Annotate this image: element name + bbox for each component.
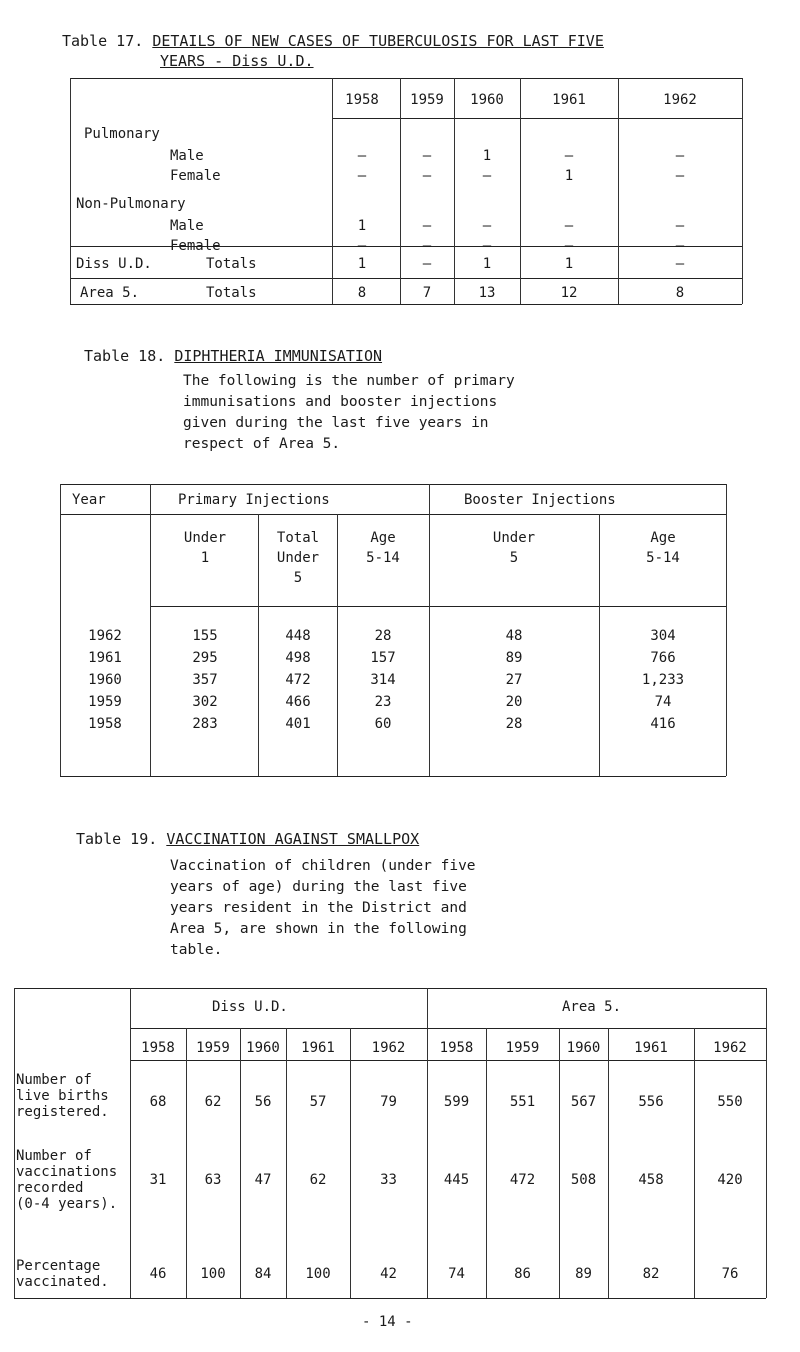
table18-cell: 1,233 (641, 672, 685, 688)
table18-cell: 48 (505, 628, 523, 644)
table19-percentage-cell: 89 (575, 1266, 592, 1282)
table19-births-cell: 68 (149, 1094, 167, 1110)
table19-year-cell: 1962 (371, 1040, 406, 1056)
table19-percentage-cell: 82 (642, 1266, 660, 1282)
table17-title (62, 32, 604, 50)
table17-cell: — (564, 218, 574, 234)
pulmonary-male-label: Male (170, 148, 204, 164)
table18-cell: 304 (650, 628, 676, 644)
table19-year-cell: 1959 (505, 1040, 540, 1056)
table18-paragraph-line: respect of Area 5. (183, 436, 341, 452)
table17-cell: 1 (482, 256, 492, 272)
table17-title-line2: YEARS - Diss U.D. (160, 52, 314, 70)
table17-cell: — (482, 168, 492, 184)
table19-births-cell: 56 (254, 1094, 272, 1110)
table19-vaccinations-cell: 33 (380, 1172, 397, 1188)
table19-year-cell: 1958 (141, 1040, 175, 1056)
table19-births-cell: 62 (204, 1094, 222, 1110)
table17-cell: — (482, 218, 492, 234)
table18-sub-booster-under-5: 5 (509, 550, 519, 566)
table18-sub-under1: Under (183, 530, 227, 546)
area-totals-word: Totals (206, 285, 257, 301)
table17-cell: — (564, 238, 574, 254)
table18-cell: 20 (505, 694, 523, 710)
table18-cell: 766 (650, 650, 676, 666)
table19-paragraph-line: Vaccination of children (under five (170, 858, 476, 874)
table18-cell: 89 (505, 650, 523, 666)
table19-percentage-cell: 42 (380, 1266, 397, 1282)
table17-cell: — (422, 256, 432, 272)
table17-cell: — (482, 238, 492, 254)
table18-cell: 27 (505, 672, 523, 688)
table19-number: Table 19. (76, 830, 158, 848)
table17-cell: 13 (478, 285, 496, 301)
table19-title (76, 830, 419, 848)
table18-sub-total-5: 5 (293, 570, 303, 586)
percentage-label-line: Percentage (16, 1258, 101, 1274)
table18-cell: 283 (192, 716, 218, 732)
table18-year-cell: 1960 (88, 672, 122, 688)
table19-paragraph-line: table. (170, 942, 223, 958)
table19-vaccinations-cell: 31 (149, 1172, 167, 1188)
table18-title-text: DIPHTHERIA IMMUNISATION (174, 347, 383, 365)
vaccinations-label-line: (0-4 years). (16, 1196, 118, 1212)
table19-year-cell: 1960 (246, 1040, 280, 1056)
vaccinations-label-line: Number of (16, 1148, 92, 1164)
table17-year-1960: 1960 (470, 92, 504, 108)
table19-paragraph-line: years resident in the District and (170, 900, 467, 916)
table18-sub-booster-under: Under (492, 530, 536, 546)
table18-year-cell: 1958 (88, 716, 122, 732)
table17-cell: — (675, 238, 685, 254)
table18-sub-total: Total (276, 530, 320, 546)
table18-cell: 357 (192, 672, 218, 688)
non-pulmonary-male-label: Male (170, 218, 204, 234)
table18-cell: 472 (285, 672, 311, 688)
table18-paragraph-line: The following is the number of primary (183, 373, 515, 389)
table19-births-cell: 567 (570, 1094, 597, 1110)
table19-percentage-cell: 84 (254, 1266, 272, 1282)
vaccinations-label-line: recorded (16, 1180, 84, 1196)
births-label-line: registered. (16, 1104, 109, 1120)
table17-year-1962: 1962 (663, 92, 697, 108)
births-label-line: Number of (16, 1072, 92, 1088)
table19-vaccinations-cell: 445 (443, 1172, 470, 1188)
table19-grid (14, 988, 766, 1298)
table18-cell: 416 (650, 716, 676, 732)
table18-title (84, 347, 382, 365)
table19-year-cell: 1960 (566, 1040, 601, 1056)
table19-year-cell: 1962 (713, 1040, 747, 1056)
table19-year-cell: 1959 (196, 1040, 230, 1056)
table19-percentage-cell: 100 (305, 1266, 331, 1282)
table17-cell: 1 (564, 256, 574, 272)
table18-cell: 314 (370, 672, 396, 688)
table17-cell: — (357, 238, 367, 254)
table17-cell: — (422, 218, 432, 234)
vaccinations-label (16, 1148, 117, 1212)
table18-sub-total-under: Under (276, 550, 320, 566)
table19-area-header: Area 5. (562, 999, 622, 1015)
pulmonary-label: Pulmonary (84, 126, 160, 142)
table18-cell: 448 (285, 628, 311, 644)
table18-cell: 466 (285, 694, 311, 710)
table17-title-line1: DETAILS OF NEW CASES OF TUBERCULOSIS FOR LAST FIVE (152, 32, 604, 50)
table17-cell: — (422, 168, 432, 184)
table17-cell: — (422, 238, 432, 254)
table17-cell: 1 (564, 168, 574, 184)
table17-cell: 12 (560, 285, 578, 301)
table19-percentage-cell: 76 (721, 1266, 739, 1282)
table18-year-header: Year (72, 492, 106, 508)
table19-percentage-cell: 100 (200, 1266, 226, 1282)
table18-sub-booster-age: Age (650, 530, 676, 546)
table17-cell: — (675, 148, 685, 164)
table18-sub-under1-value: 1 (200, 550, 210, 566)
diss-totals-word: Totals (206, 256, 257, 272)
table18-cell: 498 (285, 650, 311, 666)
table17-year-1961: 1961 (552, 92, 586, 108)
table17-cell: — (422, 148, 432, 164)
table17-cell: — (564, 148, 574, 164)
table18-sub-booster-age-range: 5-14 (646, 550, 680, 566)
table17-cell: 1 (357, 256, 367, 272)
table18-cell: 157 (370, 650, 396, 666)
table18-sub-age-range: 5-14 (366, 550, 400, 566)
table19-year-cell: 1958 (439, 1040, 474, 1056)
table17-cell: — (675, 256, 685, 272)
table17-cell: 8 (675, 285, 685, 301)
births-label (16, 1072, 109, 1120)
births-label-line: live births (16, 1088, 109, 1104)
table19-vaccinations-cell: 458 (638, 1172, 664, 1188)
table19-percentage-cell: 86 (514, 1266, 531, 1282)
table18-cell: 23 (374, 694, 392, 710)
table19-vaccinations-cell: 472 (509, 1172, 536, 1188)
table19-paragraph-line: years of age) during the last five (170, 879, 467, 895)
table18-booster-header: Booster Injections (464, 492, 616, 508)
table19-vaccinations-cell: 508 (570, 1172, 597, 1188)
table18-cell: 28 (505, 716, 523, 732)
vaccinations-label-line: vaccinations (16, 1164, 118, 1180)
percentage-label (16, 1258, 109, 1290)
table17-year-1958: 1958 (345, 92, 379, 108)
table18-number: Table 18. (84, 347, 166, 365)
table18-cell: 28 (374, 628, 392, 644)
table19-births-cell: 556 (638, 1094, 664, 1110)
table17-number: Table 17. (62, 32, 144, 50)
percentage-label-line: vaccinated. (16, 1274, 109, 1290)
non-pulmonary-label: Non-Pulmonary (76, 196, 186, 212)
table19-births-cell: 79 (380, 1094, 397, 1110)
table19-vaccinations-cell: 63 (204, 1172, 222, 1188)
table17-cell: — (357, 168, 367, 184)
table17-cell: — (675, 218, 685, 234)
table19-births-cell: 551 (509, 1094, 536, 1110)
table19-percentage-cell: 46 (149, 1266, 167, 1282)
diss-totals-label: Diss U.D. (76, 256, 152, 272)
table17-cell: 1 (482, 148, 492, 164)
table19-births-cell: 599 (443, 1094, 470, 1110)
table19-title-text: VACCINATION AGAINST SMALLPOX (166, 830, 420, 848)
table19-year-cell: 1961 (634, 1040, 668, 1056)
table19-paragraph-line: Area 5, are shown in the following (170, 921, 467, 937)
table19-vaccinations-cell: 420 (717, 1172, 743, 1188)
table18-cell: 155 (192, 628, 218, 644)
table17-cell: 7 (422, 285, 432, 301)
table18-paragraph-line: given during the last five years in (183, 415, 489, 431)
table18-paragraph-line: immunisations and booster injections (183, 394, 498, 410)
table19-vaccinations-cell: 47 (254, 1172, 272, 1188)
table18-cell: 295 (192, 650, 218, 666)
table18-primary-header: Primary Injections (178, 492, 330, 508)
table18-cell: 74 (654, 694, 672, 710)
table18-year-cell: 1961 (88, 650, 122, 666)
table19-vaccinations-cell: 62 (309, 1172, 327, 1188)
table18-year-cell: 1959 (88, 694, 122, 710)
table19-diss-header: Diss U.D. (212, 999, 288, 1015)
table17-cell: — (675, 168, 685, 184)
table18-cell: 401 (285, 716, 311, 732)
table18-sub-age: Age (370, 530, 396, 546)
table19-births-cell: 57 (309, 1094, 327, 1110)
non-pulmonary-female-label: Female (170, 238, 221, 254)
table18-cell: 302 (192, 694, 218, 710)
pulmonary-female-label: Female (170, 168, 221, 184)
page-number: - 14 - (362, 1314, 413, 1330)
table17-cell: 1 (357, 218, 367, 234)
table18-cell: 60 (374, 716, 392, 732)
table17-year-1959: 1959 (410, 92, 444, 108)
table17-cell: — (357, 148, 367, 164)
table19-births-cell: 550 (717, 1094, 743, 1110)
table19-year-cell: 1961 (301, 1040, 335, 1056)
table19-percentage-cell: 74 (448, 1266, 465, 1282)
table18-year-cell: 1962 (88, 628, 122, 644)
table17-cell: 8 (357, 285, 367, 301)
area-totals-label: Area 5. (80, 285, 140, 301)
